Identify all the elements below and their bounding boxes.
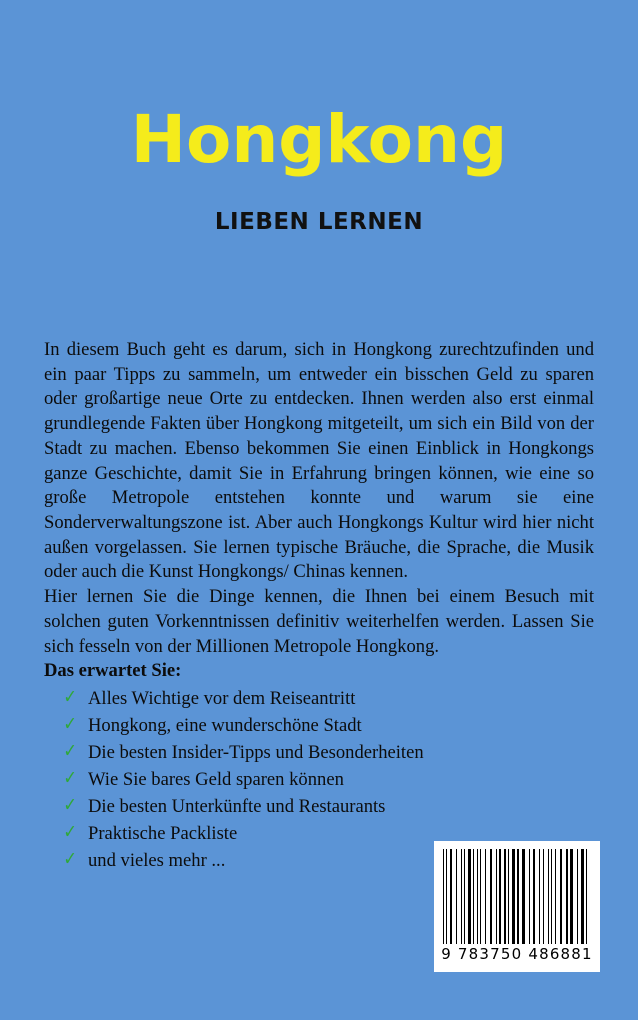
barcode-digits: 9 783750 486881 — [441, 945, 593, 963]
title-block — [0, 101, 638, 236]
barcode-bars — [443, 849, 591, 944]
list-item — [62, 767, 594, 794]
barcode — [434, 841, 600, 972]
list-item-label: Praktische Packliste — [88, 822, 238, 844]
check-icon: ✓ — [63, 820, 77, 843]
list-item — [62, 794, 594, 821]
list-item-label: Die besten Unterkünfte und Restaurants — [88, 795, 386, 817]
features-heading: Das erwartet Sie: — [44, 660, 182, 681]
page-title: Hongkong — [130, 101, 508, 178]
list-item-label: Wie Sie bares Geld sparen können — [88, 768, 344, 790]
blurb-paragraph-2: Hier lernen Sie die Dinge kennen, die Ihnen bei einem Besuch mit solchen guten Vorkenntnissen definitiv weiterhelfen werden. Lassen Sie sich fesseln von der Millionen Metropole Hongkong. — [44, 586, 594, 657]
list-item-label: Die besten Insider-Tipps und Besonderheiten — [88, 741, 424, 763]
list-item — [62, 740, 594, 767]
check-icon: ✓ — [63, 739, 77, 762]
check-icon: ✓ — [63, 847, 77, 870]
check-icon: ✓ — [63, 712, 77, 735]
blurb-text — [44, 338, 594, 659]
list-item-label: Hongkong, eine wunderschöne Stadt — [88, 714, 362, 736]
blurb-paragraph-1: In diesem Buch geht es darum, sich in Hongkong zurechtzufinden und ein paar Tipps zu sammeln, um entweder ein bisschen Geld zu sparen oder großartige neue Orte zu entdecken. Ihnen werden also erst einmal grundlegende Fakten über Hongkong mitgeteilt, um sich ein Bild von der Stadt zu machen. Ebenso bekommen Sie einen Einblick in Hongkongs ganze Geschichte, damit Sie in Erfahrung bringen können, wie eine so große Metropole entstehen konnte und warum sie eine Sonderverwaltungszone ist. Aber auch Hongkongs Kultur wird hier nicht außen vorgelassen. Sie lernen typische Bräuche, die Sprache, die Musik oder auch die Kunst Hongkongs/ Chinas kennen. — [44, 339, 594, 583]
check-icon: ✓ — [63, 766, 77, 789]
list-item — [62, 713, 594, 740]
check-icon: ✓ — [63, 793, 77, 816]
list-item-label: und vieles mehr ... — [88, 849, 226, 871]
list-item — [62, 686, 594, 713]
page-subtitle: LIEBEN LERNEN — [214, 209, 424, 236]
check-icon: ✓ — [63, 686, 77, 708]
list-item-label: Alles Wichtige vor dem Reiseantritt — [88, 688, 356, 709]
